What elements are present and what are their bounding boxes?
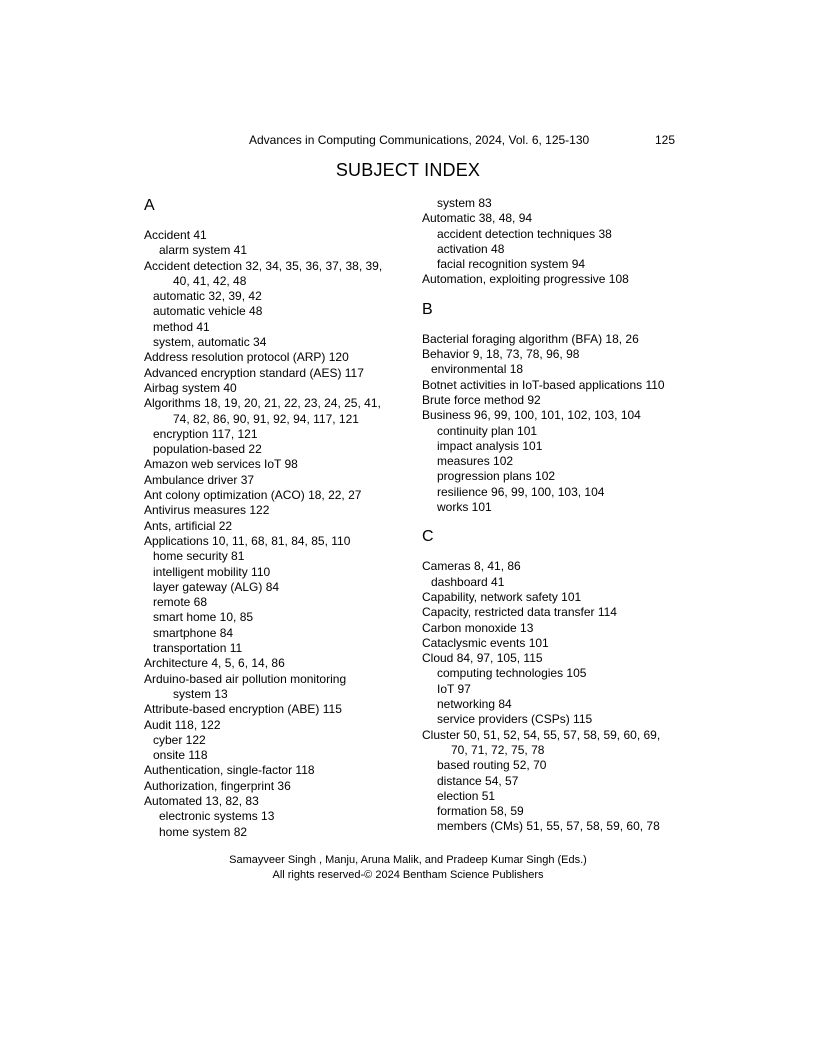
section-letter: A xyxy=(144,197,155,214)
index-subentry: impact analysis 101 xyxy=(437,438,543,453)
index-entry: Antivirus measures 122 xyxy=(144,503,270,518)
index-subentry: measures 102 xyxy=(437,454,514,469)
index-subentry: resilience 96, 99, 100, 103, 104 xyxy=(437,484,605,499)
index-subentry: system, automatic 34 xyxy=(153,335,267,350)
index-subentry: formation 58, 59 xyxy=(437,804,524,819)
index-subentry: system 83 xyxy=(437,196,492,210)
index-subentry: smartphone 84 xyxy=(153,625,234,640)
index-subentry: cyber 122 xyxy=(153,732,206,747)
index-entry: Behavior 9, 18, 73, 78, 96, 98 xyxy=(422,347,580,362)
index-entry: Bacterial foraging algorithm (BFA) 18, 26 xyxy=(422,331,639,346)
index-entry: Authentication, single-factor 118 xyxy=(144,763,315,778)
index-entry: Advanced encryption standard (AES) 117 xyxy=(144,365,364,380)
index-subentry: onsite 118 xyxy=(153,748,208,763)
index-subentry: service providers (CSPs) 115 xyxy=(437,712,593,727)
index-entry: Architecture 4, 5, 6, 14, 86 xyxy=(144,656,285,671)
index-subentry: automatic vehicle 48 xyxy=(153,304,263,319)
index-entry: Arduino-based air pollution monitoring xyxy=(144,671,347,686)
index-subentry: layer gateway (ALG) 84 xyxy=(153,579,280,594)
footer-editors: Samayveer Singh , Manju, Aruna Malik, and Pradeep Kumar Singh (Eds.) xyxy=(229,854,587,866)
index-subentry: electronic systems 13 xyxy=(159,809,275,824)
footer xyxy=(0,853,816,883)
index-column-left xyxy=(144,196,404,840)
index-entry: Authorization, fingerprint 36 xyxy=(144,778,291,793)
index-subentry: progression plans 102 xyxy=(437,469,556,484)
page-number: 125 xyxy=(655,133,676,147)
index-subentry: accident detection techniques 38 xyxy=(437,226,612,241)
index-subentry: dashboard 41 xyxy=(431,574,505,589)
index-subentry: alarm system 41 xyxy=(159,243,248,258)
index-subentry: distance 54, 57 xyxy=(437,773,519,788)
index-subentry: IoT 97 xyxy=(437,681,471,696)
index-entry: Automated 13, 82, 83 xyxy=(144,793,259,808)
index-column-right xyxy=(422,196,722,835)
index-entry-continuation: 40, 41, 42, 48 xyxy=(173,273,247,288)
index-entry: Ants, artificial 22 xyxy=(144,518,233,533)
footer-copyright: All rights reserved-© 2024 Bentham Science Publishers xyxy=(272,869,544,881)
index-subentry: remote 68 xyxy=(153,595,208,610)
index-subentry: facial recognition system 94 xyxy=(437,257,586,272)
index-entry: Cataclysmic events 101 xyxy=(422,635,549,650)
index-entry: Automation, exploiting progressive 108 xyxy=(422,272,629,287)
index-entry: Address resolution protocol (ARP) 120 xyxy=(144,350,349,365)
index-entry: Brute force method 92 xyxy=(422,392,541,407)
index-entry: Airbag system 40 xyxy=(144,380,237,395)
index-subentry: environmental 18 xyxy=(431,362,524,377)
index-entry: Audit 118, 122 xyxy=(144,717,221,732)
journal-citation: Advances in Computing Communications, 2024, Vol. 6, 125-130 xyxy=(249,133,590,147)
index-entry: Ant colony optimization (ACO) 18, 22, 27 xyxy=(144,488,362,503)
index-entry: Applications 10, 11, 68, 81, 84, 85, 110 xyxy=(144,533,351,548)
index-subentry: home security 81 xyxy=(153,549,245,564)
index-entry: Carbon monoxide 13 xyxy=(422,620,534,635)
index-subentry: networking 84 xyxy=(437,697,512,712)
index-subentry: based routing 52, 70 xyxy=(437,758,547,773)
index-entry: Accident detection 32, 34, 35, 36, 37, 38, 39, xyxy=(144,258,383,273)
index-entry: Cloud 84, 97, 105, 115 xyxy=(422,651,543,666)
index-subentry: continuity plan 101 xyxy=(437,423,538,438)
section-letter: B xyxy=(422,300,433,318)
index-subentry: population-based 22 xyxy=(153,442,262,457)
index-subentry: election 51 xyxy=(437,788,496,803)
section-letter: C xyxy=(422,528,434,546)
index-subentry: transportation 11 xyxy=(153,641,243,656)
index-subentry: automatic 32, 39, 42 xyxy=(153,289,262,304)
index-subentry: home system 82 xyxy=(159,824,248,839)
index-entry: Attribute-based encryption (ABE) 115 xyxy=(144,702,342,717)
index-subentry: intelligent mobility 110 xyxy=(153,564,271,579)
index-entry: Capacity, restricted data transfer 114 xyxy=(422,605,617,620)
index-subentry: computing technologies 105 xyxy=(437,666,587,681)
index-subentry: encryption 117, 121 xyxy=(153,426,258,441)
index-entry: Botnet activities in IoT-based applications 110 xyxy=(422,377,665,392)
index-subentry: smart home 10, 85 xyxy=(153,610,254,625)
index-subentry: activation 48 xyxy=(437,241,505,256)
index-entry-continuation: 70, 71, 72, 75, 78 xyxy=(451,742,545,757)
index-subentry: works 101 xyxy=(437,500,492,515)
index-entry: Cameras 8, 41, 86 xyxy=(422,559,521,574)
index-entry: Cluster 50, 51, 52, 54, 55, 57, 58, 59, 60, 69, xyxy=(422,727,661,742)
index-entry: Algorithms 18, 19, 20, 21, 22, 23, 24, 25, 41, xyxy=(144,396,381,411)
page-title: SUBJECT INDEX xyxy=(335,160,481,180)
index-entry: Automatic 38, 48, 94 xyxy=(422,211,533,226)
index-entry: Ambulance driver 37 xyxy=(144,472,255,487)
index-subentry: method 41 xyxy=(153,319,210,334)
index-entry: Accident 41 xyxy=(144,228,207,242)
index-subentry: members (CMs) 51, 55, 57, 58, 59, 60, 78 xyxy=(437,819,660,834)
index-entry: Amazon web services IoT 98 xyxy=(144,457,298,472)
index-entry-continuation: system 13 xyxy=(173,686,228,701)
index-entry-continuation: 74, 82, 86, 90, 91, 92, 94, 117, 121 xyxy=(173,411,359,426)
index-entry: Business 96, 99, 100, 101, 102, 103, 104 xyxy=(422,408,641,423)
index-entry: Capability, network safety 101 xyxy=(422,589,582,604)
